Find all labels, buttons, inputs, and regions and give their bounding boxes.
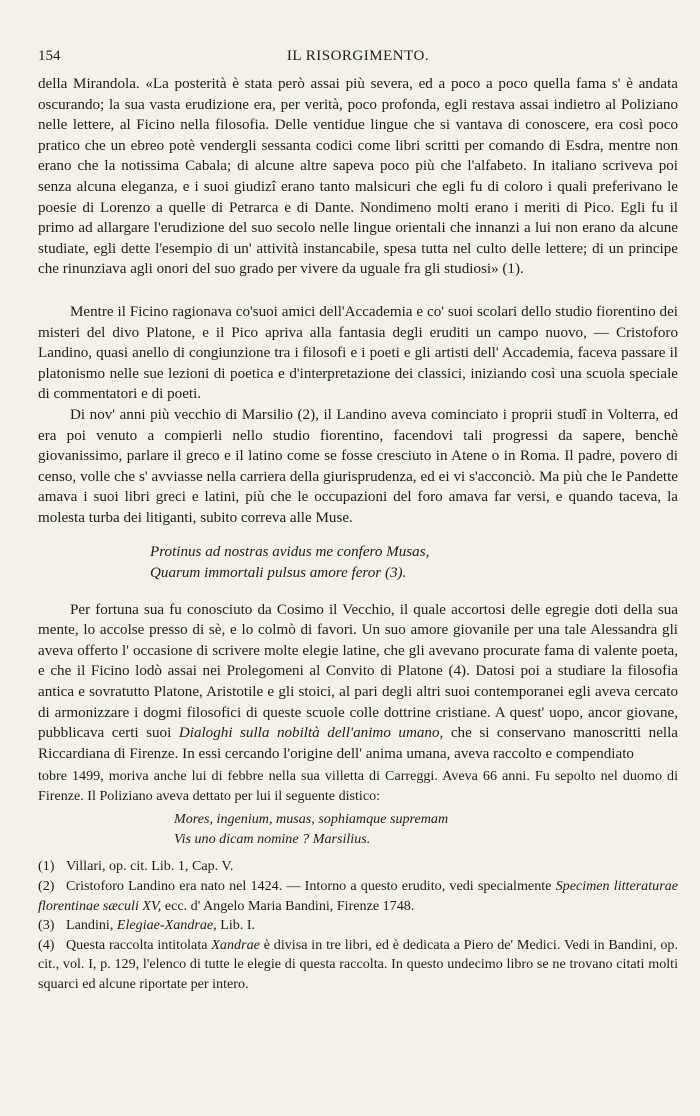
footnote-3-text-b: Lib. I. <box>216 917 256 934</box>
latin-verse <box>150 542 678 583</box>
poliziano-distich <box>174 810 678 849</box>
footnote-2-text-a: Cristoforo Landino era nato nel 1424. — Intorno a questo erudito, vedi specialmente <box>66 877 556 894</box>
paragraph-4-part-2: che si conservano manoscritti nella Riccardiana di Firenze. In essi cercando l'origine dell' anima umana, aveva raccolto e compendiato <box>38 725 679 762</box>
footnote-2 <box>38 877 678 916</box>
paragraph-4 <box>38 600 678 765</box>
footnote-4-title: Xandrae <box>211 936 260 953</box>
main-text <box>38 74 678 764</box>
footnote-4-mark: (4) <box>38 936 55 953</box>
footnote-3-mark: (3) <box>38 917 55 934</box>
dialoghi-title: Dialoghi sulla nobiltà dell'animo umano, <box>178 725 444 742</box>
page-header <box>38 48 678 68</box>
footnote-continuation: tobre 1499, moriva anche lui di febbre nella sua villetta di Carreggi. Aveva 66 anni. Fu sepolto nel duomo di Firenze. Il Poliziano aveva dettato per lui il seguente distico: <box>38 768 678 804</box>
footnote-4-text-b: è divisa in tre libri, ed è dedicata a Piero de' Medici. Vedi in Bandini, op. cit., vol. I, p. 129, l'elenco di tutte le elegie di questa raccolta. In questo undecimo libro se ne trovano citati molti squarci ed alcune riportate per intero. <box>38 936 678 992</box>
footnote-4-text-a: Questa raccolta intitolata <box>66 936 212 953</box>
footnote-3 <box>38 916 678 936</box>
footnote-3-text-a: Landini, <box>66 917 117 934</box>
footnotes <box>38 767 678 995</box>
page-number: 154 <box>38 48 61 64</box>
footnote-2-title: Specimen litteraturae florentinae sæculi XV, <box>38 877 678 914</box>
footnote-2-mark: (2) <box>38 877 55 894</box>
paragraph-1: della Mirandola. «La posterità è stata però assai più severa, ed a poco a poco quella fama s' è andata oscurando; la sua vasta erudizione era, per verità, poco profonda, egli restava assai indietro al Poliziano nelle lettere, al Ficino nella filosofia. Delle ventidue lingue che si vantava di conoscere, era così poco pratico che un ebreo potè vendergli sessanta codici come libri scritti per comando di Esdra, mentre non erano che la notissima Cabala; di alcune altre sapeva poco più che l'alfabeto. In italiano scriveva poi senza alcuna eleganza, e i suoi giudizî erano tanto malsicuri che egli fu di coloro i quali preferivano le poesie di Lorenzo a quelle di Petrarca e di Dante. Nondimeno molti erano i meriti di Pico. Egli fu il primo ad allargare l'erudizione del suo secolo nelle lingue orientali che innanzi a lui non erano da alcune studiate, egli dette l'esempio di un' attività instancabile, spesa tutta nel culto delle lettere; di un principe che rinunziava agli onori del suo grado per vivere da uguale fra gli studiosi» (1). <box>38 76 678 278</box>
distich-line-2: Vis uno dicam nomine ? Marsilius. <box>174 830 371 847</box>
verse-line-2: Quarum immortali pulsus amore feror (3). <box>150 565 407 582</box>
running-title: IL RISORGIMENTO. <box>286 48 430 64</box>
distich-line-1: Mores, ingenium, musas, sophiamque supremam <box>174 811 449 828</box>
verse-line-1: Protinus ad nostras avidus me confero Musas, <box>150 544 430 561</box>
footnote-1-text: Villari, op. cit. Lib. 1, Cap. V. <box>66 858 234 875</box>
footnote-1 <box>38 857 678 877</box>
paragraph-3: Di nov' anni più vecchio di Marsilio (2), il Landino aveva cominciato i proprii studî in Volterra, ed era poi venuto a compierli nello studio fiorentino, facendovi tali progressi da sapere, benchè giovanissimo, parlare il greco e il latino come se fosse cresciuto in Atene o in Roma. Il padre, povero di censo, volle che s' avviasse nella carriera della giurisprudenza, ed ei vi s'acconciò. Ma più che le Pandette amava i suoi libri greci e latini, più che le occupazioni del foro amava far versi, e quando taceva, la molesta turba dei litiganti, subito correva alle Muse. <box>38 406 678 526</box>
paragraph-4-part-1: Per fortuna sua fu conosciuto da Cosimo il Vecchio, il quale accortosi delle egregie doti della sua mente, lo accolse presso di sè, e lo colmò di favori. Un suo amore giovanile per una tale Alessandra gli aveva offerto l' occasione di scrivere molte elegie latine, che gli avevano procurate fama di valente poeta, e che il Ficino lodò assai nei Prolegomeni al Convito di Platone (4). Datosi poi a studiare la filosofia antica e sovratutto Platone, Aristotile e gli stoici, al pari degli altri suoi contemporanei egli aveva cercato di armonizzare i dogmi filosofici di queste scuole colle dottrine cristiane. A quest' uopo, ancor giovane, pubblicava certi suoi <box>38 601 678 742</box>
footnote-1-mark: (1) <box>38 858 55 875</box>
footnote-3-title: Elegiae-Xandrae, <box>116 917 217 934</box>
footnote-4 <box>38 936 678 995</box>
footnote-2-text-b: ecc. d' Angelo Maria Bandini, Firenze 1748. <box>161 897 415 914</box>
paragraph-2: Mentre il Ficino ragionava co'suoi amici dell'Accademia e co' suoi scolari dello studio fiorentino dei misteri del divo Platone, e il Pico apriva alla fantasia degli eruditi un campo nuovo, — Cristoforo Landino, quasi anello di congiunzione tra i filosofi e i poeti e gli artisti dell' Accademia, faceva passare il platonismo nelle sue lezioni di poetica e d'interpretazione dei classici, iniziando così una scuola speciale di commentatori e di poeti. <box>38 303 678 403</box>
